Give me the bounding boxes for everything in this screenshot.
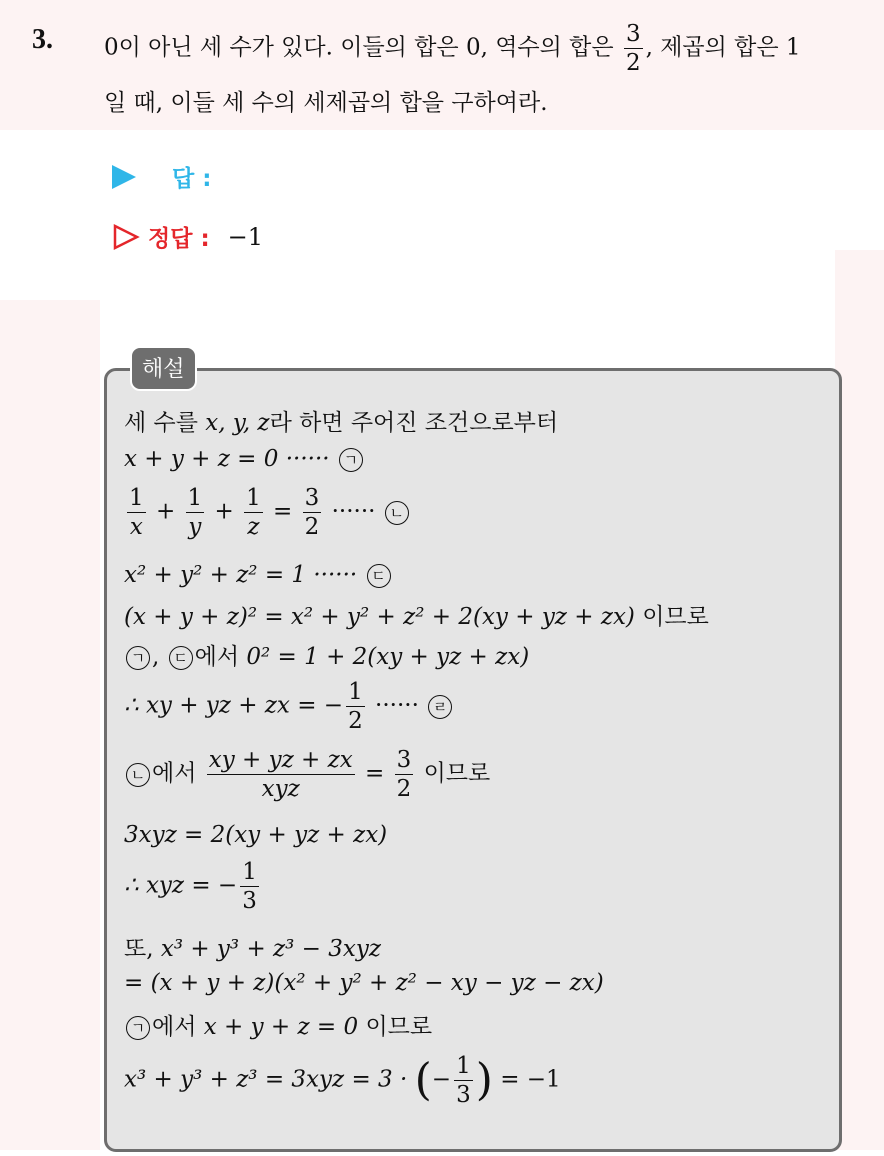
denominator: 2 (396, 776, 412, 803)
answer-row[interactable] (112, 160, 211, 193)
text: 이므로 (423, 760, 491, 787)
operator: = (273, 498, 293, 525)
circled-marker-nieun-icon: ㄴ (126, 763, 150, 787)
text: 세 수를 (124, 410, 198, 436)
solution-line-11 (124, 930, 381, 963)
solution-line-9: 3xyz = 2(xy + yz + zx) (124, 822, 388, 848)
text: 라 하면 주어진 조건으로부터 (269, 410, 559, 436)
question-text: 0이 아닌 세 수가 있다. 이들의 합은 0, 역수의 합은 (104, 34, 614, 61)
play-arrow-icon (112, 165, 136, 189)
operator: + (214, 498, 234, 525)
correct-answer-row (112, 220, 263, 253)
question-text: , 제곱의 합은 1 (645, 34, 801, 61)
bg-patch (0, 300, 100, 1150)
text: 또, (124, 936, 154, 962)
text: 에서 (194, 644, 240, 670)
solution-line-2 (124, 446, 365, 472)
denominator: x (129, 514, 143, 541)
solution-line-5 (124, 598, 709, 631)
question-line-2: 일 때, 이들 세 수의 세제곱의 합을 구하여라. (104, 90, 548, 116)
equation: ∴ xyz = − (124, 872, 238, 899)
fraction (186, 486, 205, 539)
equation: 0² = 1 + 2(xy + yz + zx) (246, 644, 530, 670)
answer-label: 답 : (172, 166, 212, 192)
bg-patch (835, 250, 884, 1150)
denominator: 2 (625, 50, 641, 77)
text: , (152, 644, 160, 670)
correct-answer-label: 정답 : (148, 226, 210, 252)
equation: x² + y² + z² = 1 ······ (124, 562, 358, 588)
text: 이므로 (365, 1014, 433, 1040)
equation: x + y + z = 0 (203, 1014, 359, 1040)
solution-line-1 (124, 404, 558, 437)
equation: x³ + y³ + z³ = 3xyz = 3 · (124, 1066, 408, 1093)
numerator: 1 (244, 486, 263, 513)
numerator: 1 (186, 486, 205, 513)
dots: ······ (375, 692, 419, 719)
operator: − (431, 1066, 452, 1093)
fraction (207, 748, 355, 801)
fraction (303, 486, 322, 539)
operator: = (365, 760, 385, 787)
equation: ∴ xy + yz + zx = − (124, 692, 344, 719)
numerator: 3 (303, 486, 322, 513)
paren: ( (414, 1054, 432, 1106)
circled-marker-digeut-icon: ㄷ (169, 646, 193, 670)
circled-marker-giyeok-icon: ㄱ (126, 1016, 150, 1040)
equation: = −1 (500, 1066, 561, 1093)
circled-marker-giyeok-icon: ㄱ (126, 646, 150, 670)
solution-line-6 (124, 638, 529, 671)
operator: + (155, 498, 176, 525)
circled-marker-nieun-icon: ㄴ (385, 501, 409, 525)
text: 에서 (152, 1014, 197, 1040)
paren: ) (475, 1054, 493, 1106)
text: 에서 (152, 760, 197, 787)
numerator: 1 (454, 1054, 473, 1081)
equation: x³ + y³ + z³ − 3xyz (160, 936, 381, 962)
numerator: xy + yz + zx (207, 748, 355, 775)
equation: (x + y + z)² = x² + y² + z² + 2(xy + yz + zx) (124, 604, 635, 630)
fraction (346, 680, 365, 733)
denominator: 3 (456, 1082, 471, 1109)
numerator: 1 (346, 680, 365, 707)
outline-arrow-icon (112, 223, 140, 251)
fraction (240, 860, 259, 913)
solution-line-4 (124, 562, 393, 588)
solution-line-13 (124, 1008, 432, 1041)
fraction (454, 1054, 473, 1107)
solution-line-7 (124, 680, 454, 733)
numerator: 3 (624, 22, 643, 49)
math-vars: x, y, z (205, 410, 270, 436)
fraction (244, 486, 263, 539)
fraction (127, 486, 146, 539)
denominator: 2 (348, 708, 363, 735)
solution-line-12: = (x + y + z)(x² + y² + z² − xy − yz − zx) (124, 970, 604, 996)
solution-line-8 (124, 748, 490, 801)
circled-marker-rieul-icon: ㄹ (428, 695, 452, 719)
denominator: xyz (261, 776, 300, 803)
circled-marker-digeut-icon: ㄷ (367, 564, 391, 588)
dots: ······ (331, 498, 376, 525)
solution-line-3 (124, 486, 411, 539)
fraction (395, 748, 414, 801)
question-number: 3. (32, 24, 53, 55)
denominator: 3 (242, 888, 257, 915)
denominator: y (188, 514, 202, 541)
numerator: 3 (395, 748, 414, 775)
numerator: 1 (127, 486, 146, 513)
denominator: 2 (304, 514, 320, 541)
circled-marker-giyeok-icon: ㄱ (339, 448, 363, 472)
solution-line-10 (124, 860, 262, 913)
correct-answer-value: −1 (227, 222, 264, 251)
fraction (624, 22, 643, 75)
solution-tag: 해설 (130, 346, 197, 391)
question-line-1 (104, 22, 801, 75)
solution-line-14 (124, 1054, 561, 1107)
text: 이므로 (642, 604, 709, 630)
denominator: z (247, 514, 260, 541)
equation: x + y + z = 0 ······ (124, 446, 330, 472)
numerator: 1 (240, 860, 259, 887)
